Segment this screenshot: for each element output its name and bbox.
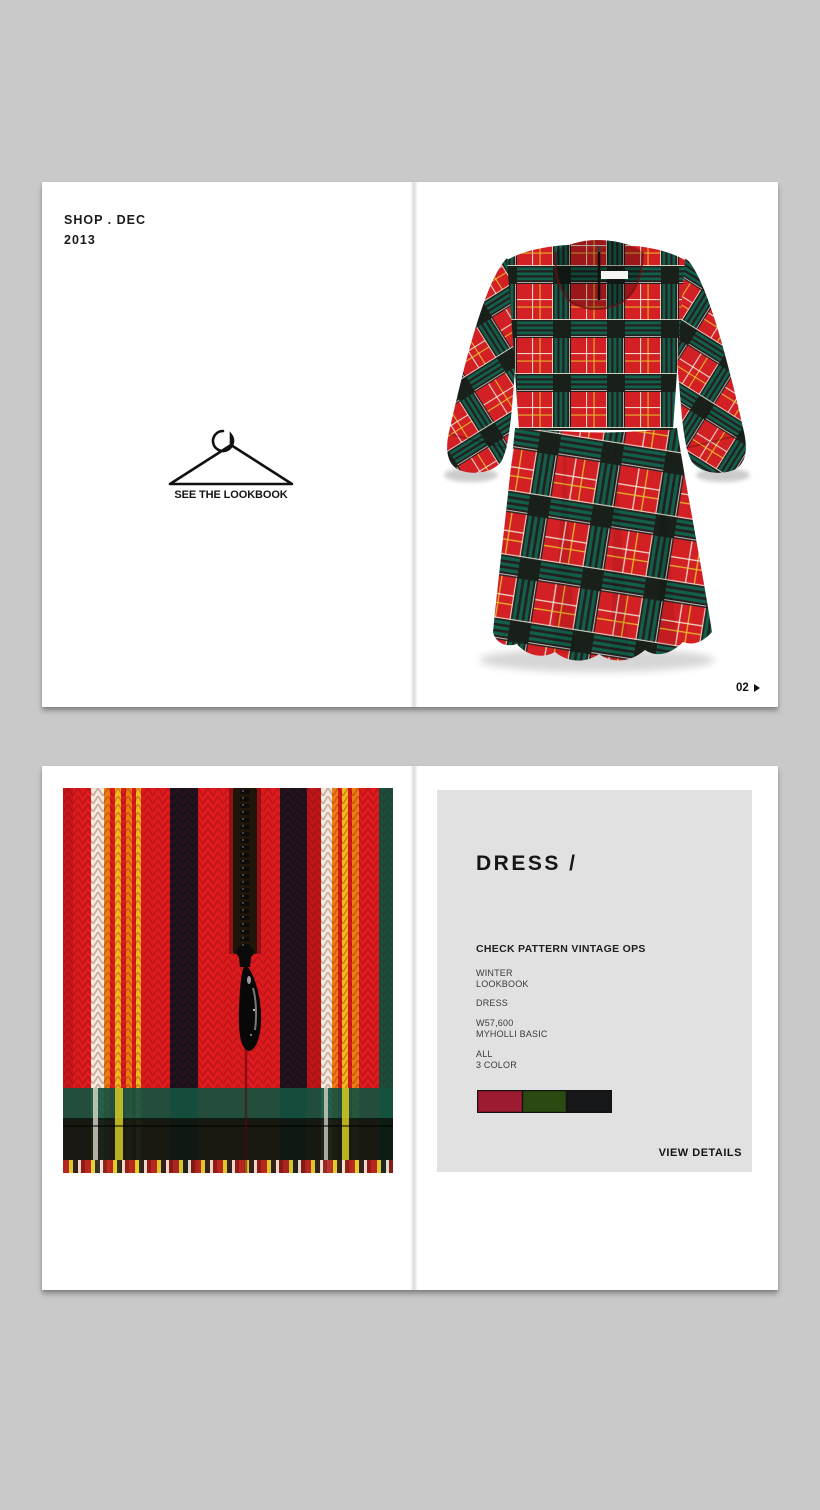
info-row-category xyxy=(476,998,508,1009)
shop-date-line2: 2013 xyxy=(64,233,96,247)
product-info-panel xyxy=(437,790,752,1172)
color-swatch-crimson xyxy=(478,1091,522,1112)
next-page-icon[interactable] xyxy=(754,684,760,692)
tartan-dress-photo[interactable] xyxy=(415,182,778,707)
lookbook-spread-bottom xyxy=(42,766,778,1290)
category-title: DRESS / xyxy=(476,852,578,875)
brand-value: MYHOLLI BASIC xyxy=(476,1028,548,1039)
page-spine xyxy=(410,766,418,1290)
season-label: WINTER xyxy=(476,968,513,978)
product-name: CHECK PATTERN VINTAGE OPS xyxy=(476,943,646,955)
view-details-button[interactable]: VIEW DETAILS xyxy=(658,1147,742,1159)
season-value: LOOKBOOK xyxy=(476,978,529,989)
size-value: ALL xyxy=(476,1049,493,1059)
info-row-color xyxy=(476,1049,517,1070)
see-lookbook-link[interactable] xyxy=(168,412,294,488)
hanger-icon xyxy=(168,412,294,488)
info-row-price xyxy=(476,1018,548,1039)
color-swatch-dark-green xyxy=(522,1091,567,1112)
color-count: 3 COLOR xyxy=(476,1059,517,1070)
pager xyxy=(736,682,760,694)
color-swatches xyxy=(477,1090,612,1113)
see-lookbook-label[interactable]: SEE THE LOOKBOOK xyxy=(174,489,288,501)
page-number: 02 xyxy=(736,682,749,694)
info-row-season xyxy=(476,968,529,989)
shop-date-line1: SHOP . DEC xyxy=(64,213,147,227)
category-value: DRESS xyxy=(476,998,509,1008)
color-swatch-black xyxy=(566,1091,611,1112)
shop-date-title xyxy=(64,210,146,250)
lookbook-spread-top xyxy=(42,182,778,707)
fabric-closeup-photo xyxy=(63,788,393,1173)
price-value: W57,600 xyxy=(476,1018,514,1028)
